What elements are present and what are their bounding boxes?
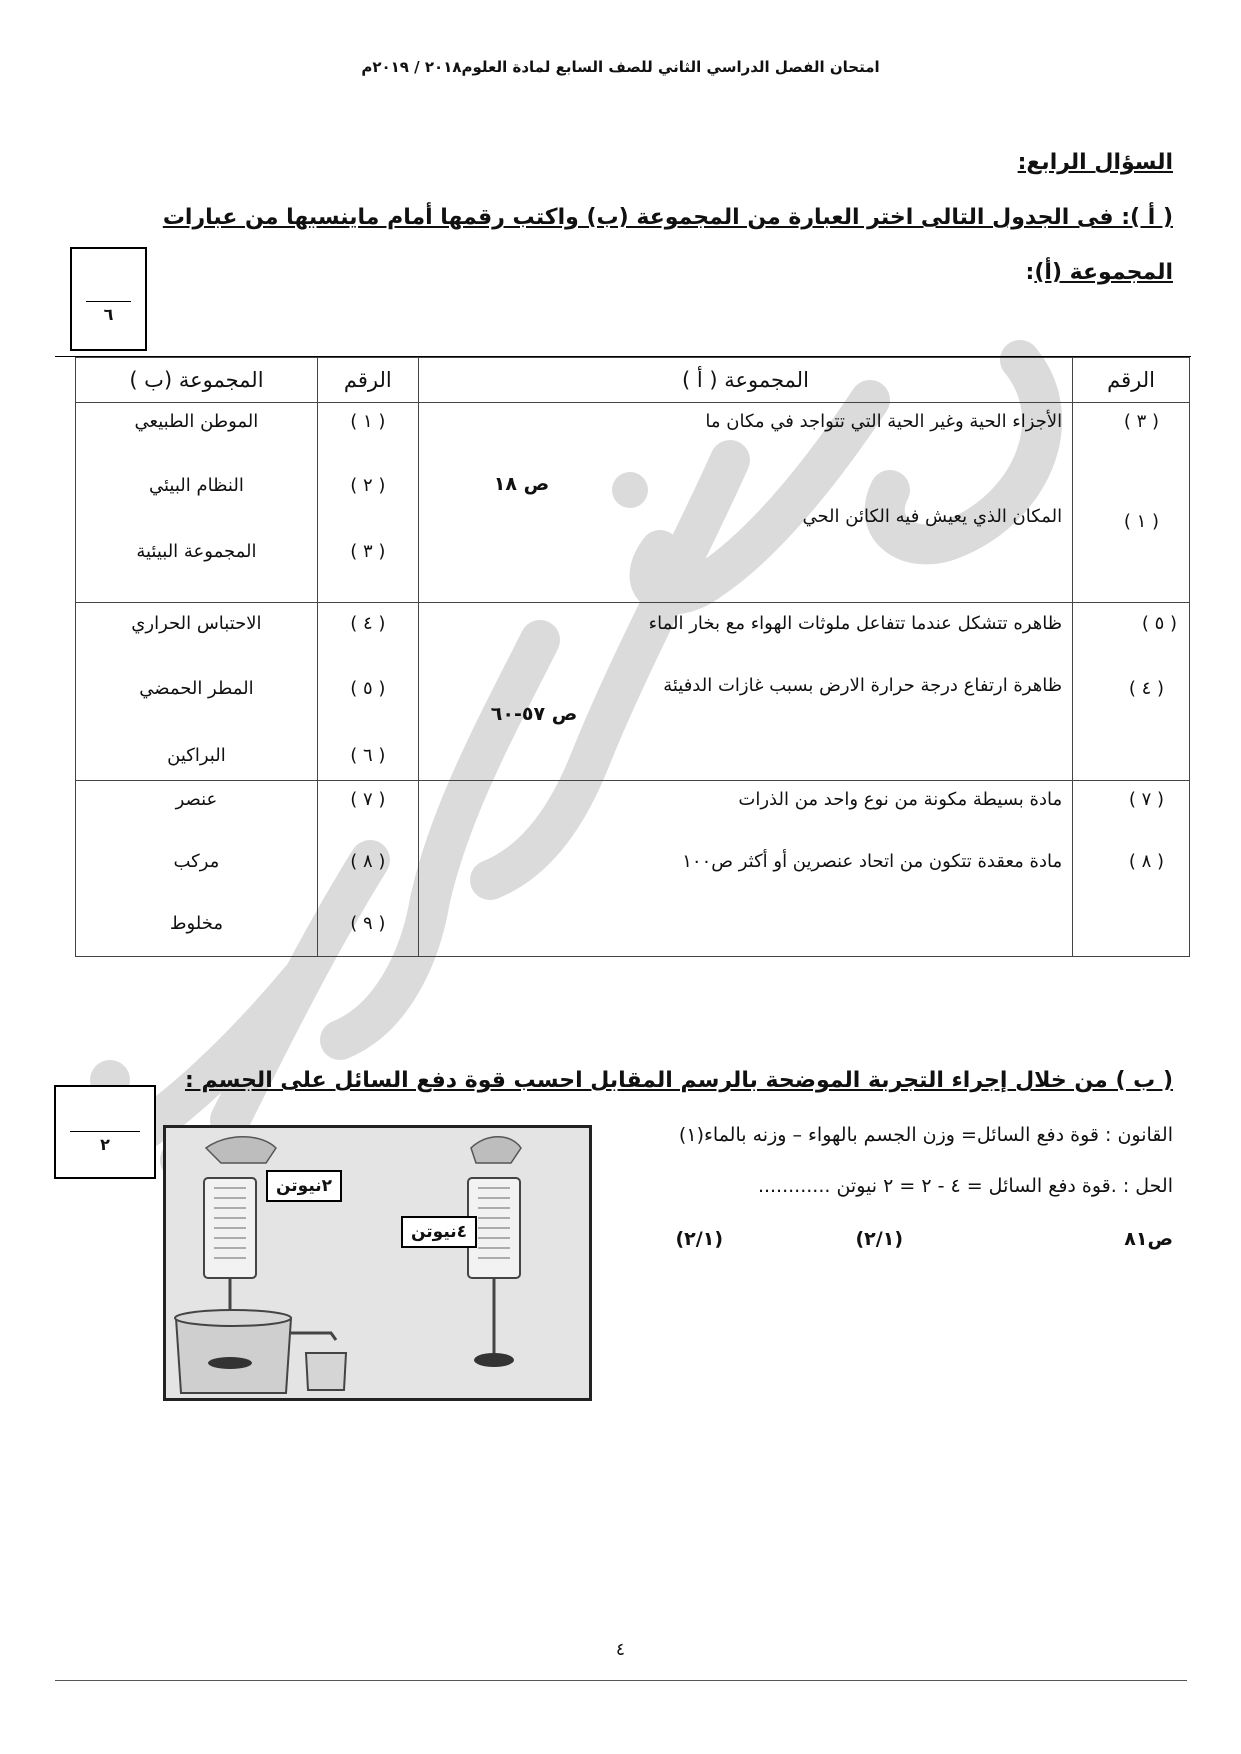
part-a-instruction: ( أ ): فى الجدول التالى اختر العبارة من المجموعة (ب) واكتب رقمها أمام ماينسبها من عبارات [162,205,1173,230]
header-group-a: المجموعة ( أ ) [418,358,1072,403]
solution-statement: الحل : .قوة دفع السائل = ٤ - ٢ = ٢ نيوتن ............ [757,1175,1173,1197]
group-b-term: عنصر [175,789,218,810]
weight-in-water-label: ٢نيوتن [266,1170,342,1202]
page-reference: ص ١٨ [493,473,550,495]
group-b-term: الموطن الطبيعي [134,411,259,432]
group-a-statement: ظاهرة ارتفاع درجة حرارة الارض بسبب غازات الدفيئة [663,675,1063,696]
group-b-number: ( ٨ ) [350,851,386,872]
group-a-statement: المكان الذي يعيش فيه الكائن الحي [802,506,1063,527]
answer-slot[interactable]: ( ٧ ) [1128,789,1164,810]
part-b-instruction: ( ب ) من خلال إجراء التجربة الموضحة بالرسم المقابل احسب قوة دفع السائل على الجسم : [184,1068,1173,1093]
score-box-a [70,247,147,351]
group-b-term: المطر الحمضي [139,678,254,699]
group-b-number: ( ٤ ) [350,613,386,634]
answer-slot[interactable]: ( ١ ) [1123,511,1159,532]
header-number-b: الرقم [317,358,418,403]
group-b-term: البراكين [167,745,226,766]
part-a-group-word: المجموعة [1062,260,1173,285]
table-row [76,603,1190,781]
score-b-value: ٢ [100,1135,110,1154]
table-row [76,403,1190,603]
answer-slot[interactable]: ( ٣ ) [1123,411,1159,432]
group-b-number: ( ١ ) [350,411,386,432]
page-reference: ص ٥٧-٦٠ [490,703,578,725]
page-reference: ص٨١ [1124,1228,1173,1250]
score-box-b [54,1085,156,1179]
law-statement: القانون : قوة دفع السائل= وزن الجسم بالهواء – وزنه بالماء(١) [678,1124,1173,1146]
part-a-group-label: (أ) [1034,260,1063,285]
group-b-term: الاحتباس الحراري [131,613,262,634]
header-group-b: المجموعة (ب ) [76,358,318,403]
mark-value: (٢/١) [855,1228,903,1250]
score-a-value: ٦ [103,305,114,324]
part-a-instruction-continued [1026,260,1173,285]
footer-rule [55,1680,1187,1681]
mark-value: (٢/١) [675,1228,723,1250]
group-b-term: مركب [173,851,220,872]
group-b-term: النظام البيئي [149,475,244,496]
group-b-term: مخلوط [169,913,223,934]
group-b-number: ( ٢ ) [350,475,386,496]
table-row [76,781,1190,957]
group-a-statement: مادة بسيطة مكونة من نوع واحد من الذرات [738,789,1063,810]
page-number: ٤ [615,1640,626,1660]
group-a-statement: ظاهره تتشكل عندما تتفاعل ملوثات الهواء مع بخار الماء [648,613,1063,634]
answer-slot[interactable]: ( ٨ ) [1128,851,1164,872]
group-b-number: ( ٦ ) [350,745,386,766]
answer-slot[interactable]: ( ٤ ) [1128,678,1164,699]
weight-in-air-label: ٤نيوتن [401,1216,477,1248]
group-b-number: ( ٣ ) [350,541,386,562]
matching-table [75,357,1190,957]
part-a-colon: : [1025,260,1035,285]
header-number-a: الرقم [1073,358,1190,403]
table-header-row [76,358,1190,403]
answer-slot[interactable]: ( ٥ ) [1141,613,1177,634]
question-title: السؤال الرابع: [1017,150,1173,175]
group-a-statement: الأجزاء الحية وغير الحية التي تتواجد في مكان ما [705,411,1063,432]
group-a-statement: مادة معقدة تتكون من اتحاد عنصرين أو أكثر ص١٠٠ [682,851,1063,872]
experiment-figure [163,1125,592,1401]
group-b-number: ( ٧ ) [350,789,386,810]
spring-balance-illustration [166,1128,589,1398]
group-b-number: ( ٩ ) [350,913,386,934]
group-b-term: المجموعة البيئية [136,541,257,562]
group-b-number: ( ٥ ) [350,678,386,699]
exam-header-title: امتحان الفصل الدراسي الثاني للصف السابع لمادة العلوم٢٠١٨ / ٢٠١٩م [361,58,880,76]
